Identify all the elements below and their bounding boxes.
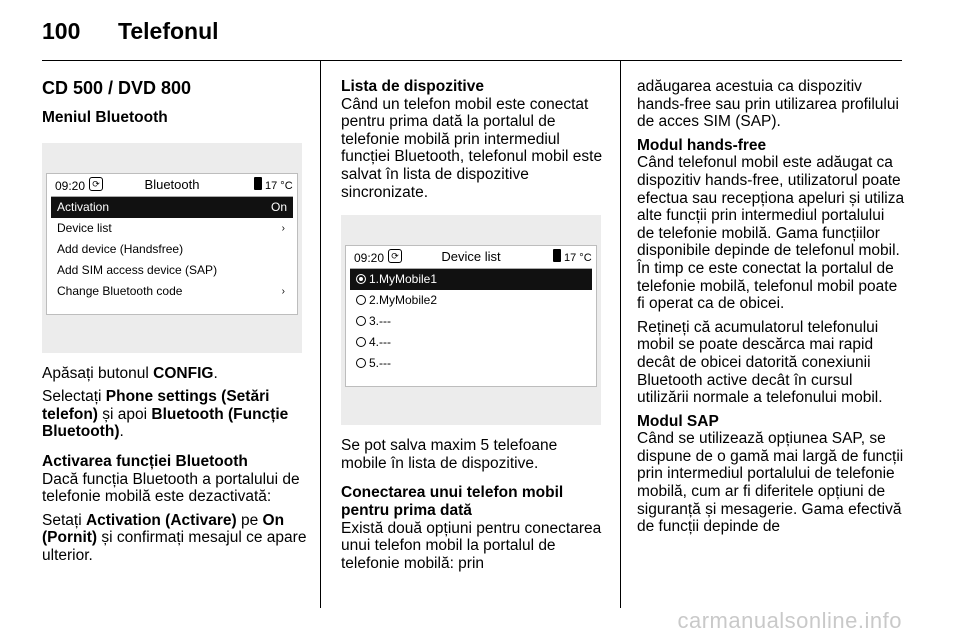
paragraph-battery: Rețineți că acumulatorul telefonului mobil se poate descărca mai rapid decât de obicei datorită conexiunii Bluetooth active decât în cursul utilizării normale a telefonului mobil. [637, 318, 883, 407]
menu-item-value: On [270, 199, 287, 214]
column-divider-2 [620, 60, 621, 608]
device-label: 3.--- [369, 314, 391, 329]
page-header [0, 0, 960, 60]
watermark: carmanualsonline.info [677, 608, 902, 633]
menu-item-label: Device list [57, 220, 112, 235]
device-label: 5.--- [369, 356, 391, 371]
device-item-2 [350, 290, 592, 311]
menu-item-label: Change Bluetooth code [57, 283, 183, 298]
screen-time: 09:20 [55, 178, 86, 193]
radio-icon [356, 337, 366, 347]
device-list-screen-image [341, 215, 601, 425]
phone-icon [254, 177, 262, 190]
screen-temperature: 17 °C [265, 179, 293, 192]
bluetooth-screen-image [42, 143, 302, 353]
menu-item-change-code [51, 281, 293, 302]
paragraph-hands-free-intro: adăugarea acestuia ca dispozitiv hands-free sau prin utilizarea profilului de acces SIM (SAP). [637, 78, 899, 131]
radio-icon [356, 316, 366, 326]
device-item-4 [350, 332, 592, 353]
menu-item-add-device [51, 239, 293, 260]
device-item-3 [350, 311, 592, 332]
heading-sap: Modul SAP [637, 412, 719, 430]
sync-icon: ⟳ [388, 249, 402, 263]
paragraph-set-on: Setați Activation (Activare) pe On (Pornit) și confirmați mesajul ce apare ulterior. [42, 511, 307, 564]
screen-time: 09:20 [354, 251, 385, 266]
section-title: CD 500 / DVD 800 [42, 78, 192, 98]
menu-item-label: Activation [57, 199, 110, 214]
column-1 [42, 78, 307, 571]
column-3 [637, 78, 905, 542]
paragraph-options: Există două opțiuni pentru conectarea unui telefon mobil la portalul de telefonie mobilă: prin [341, 519, 602, 572]
device-label: 2.MyMobile2 [369, 293, 438, 308]
paragraph-max-phones: Se pot salva maxim 5 telefoane mobile în lista de dispozitive. [341, 437, 558, 472]
paragraph-config: Apăsați butonul CONFIG. [42, 364, 218, 382]
heading-activation: Activarea funcției Bluetooth [42, 452, 248, 470]
heading-hands-free: Modul hands-free [637, 136, 767, 154]
bluetooth-screen [46, 173, 298, 315]
radio-icon [356, 274, 366, 284]
page-number: 100 [42, 18, 81, 44]
heading-device-list: Lista de dispozitive [341, 78, 484, 95]
device-item-5 [350, 353, 592, 374]
radio-icon [356, 358, 366, 368]
device-item-1 [350, 269, 592, 290]
paragraph-hands-free: Când telefonul mobil este adăugat ca dispozitiv hands-free, utilizatorul poate efectua sau recepționa apeluri și utiliza alte funcții prin intermediul portalului de telefonie mobilă. Gama funcțiilor disponibile depinde de telefonul mobil. În timp ce este conectat la portalul de telefonie mobilă, telefonul mobil poate fi operat ca de obicei. [637, 154, 905, 313]
menu-item-label: Add device (Handsfree) [57, 241, 184, 256]
chevron-right-icon: › [281, 285, 285, 297]
paragraph-select: Selectați Phone settings (Setări telefon) și apoi Bluetooth (Funcție Bluetooth). [42, 388, 289, 441]
screen-status-bar [47, 174, 297, 196]
menu-item-label: Add SIM access device (SAP) [57, 262, 218, 277]
paragraph-activation: Dacă funcția Bluetooth a portalului de telefonie mobilă este dezactivată: [42, 470, 300, 506]
heading-first-connection: Conectarea unui telefon mobil pentru prima dată [341, 484, 564, 519]
menu-item-activation [51, 197, 293, 218]
device-label: 1.MyMobile1 [369, 272, 438, 287]
paragraph-device-list: Când un telefon mobil este conectat pentru prima dată la portalul de telefonie mobilă prin intermediul funcției Bluetooth, telefonul mobil este salvat în lista de dispozitive sincronizate. [341, 95, 603, 201]
paragraph-sap: Când se utilizează opțiunea SAP, se dispune de o gamă mai largă de funcții prin intermediul portalului de telefonie mobilă, cum ar fi diferitele opțiuni de siguranță și mesagerie. Gama efectivă de funcții depinde de [637, 430, 904, 536]
menu-item-device-list [51, 218, 293, 239]
radio-icon [356, 295, 366, 305]
device-list-screen [345, 245, 597, 387]
screen-status-bar [346, 246, 596, 268]
header-divider [42, 60, 902, 61]
screen-title: Bluetooth [144, 176, 200, 192]
phone-icon [553, 249, 561, 262]
screen-title: Device list [441, 249, 501, 265]
column-2 [341, 78, 607, 578]
screen-temperature: 17 °C [564, 252, 592, 265]
device-label: 4.--- [369, 335, 391, 350]
menu-item-add-sim [51, 260, 293, 281]
page-title: Telefonul [118, 18, 219, 44]
chevron-right-icon: › [281, 222, 285, 234]
column-divider-1 [320, 60, 321, 608]
subsection-title: Meniul Bluetooth [42, 109, 168, 126]
sync-icon: ⟳ [89, 177, 103, 191]
